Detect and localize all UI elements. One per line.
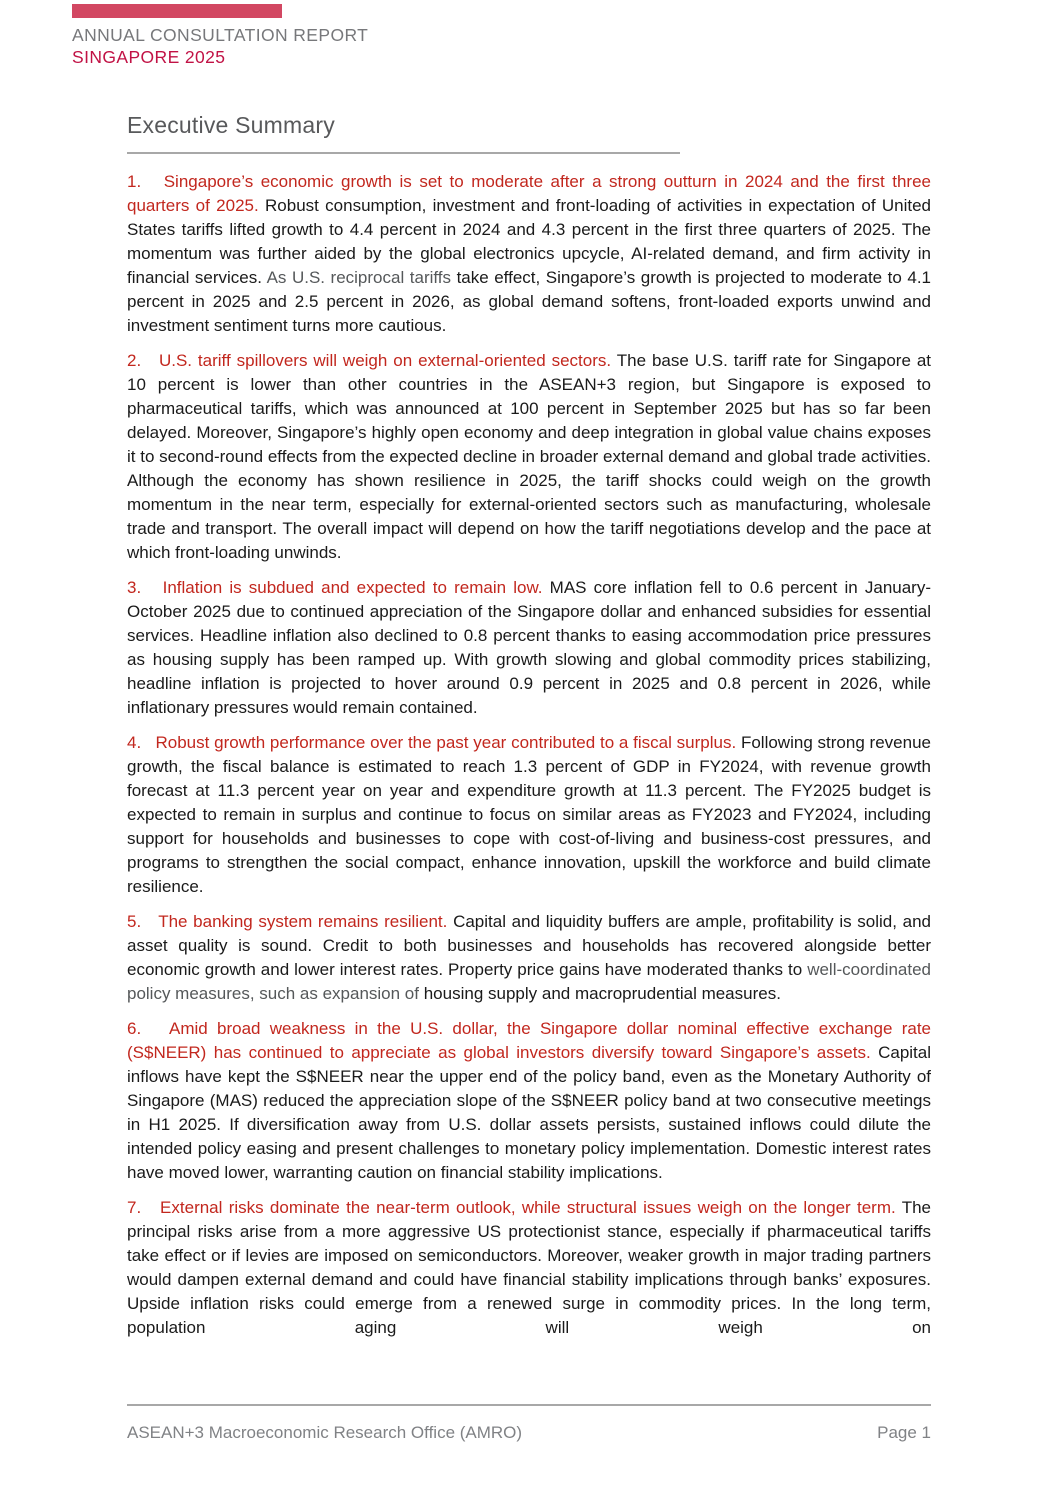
paragraph [127, 731, 931, 899]
header-accent-bar [72, 4, 282, 18]
paragraph [127, 349, 931, 565]
paragraph-body-text: The base U.S. tariff rate for Singapore at 10 percent is lower than other countries in the ASEAN+3 region, but Singapore is exposed to pharmaceutical tariffs, which was announced at 100 percent in September 2025 but has so far been delayed. Moreover, Singapore’s highly open economy and deep integration in global value chains exposes it to second-round effects from the expected decline in broader external demand and global trade activities. Although the economy has shown resilience in 2025, the tariff shocks could weigh on the growth momentum in the near term, especially for external-oriented sectors such as manufacturing, wholesale trade and transport. The overall impact will depend on how the tariff negotiations develop and the pace at which front-loading unwinds. [127, 351, 931, 562]
paragraph-body-text: Following strong revenue growth, the fiscal balance is estimated to reach 1.3 percent of GDP in FY2024, with revenue growth forecast at 11.3 percent year on year and expenditure growth at 11.3 percent. The FY2025 budget is expected to remain in surplus and continue to focus on similar areas as FY2023 and FY2024, including support for households and businesses to cope with cost-of-living and business-cost pressures, and programs to strengthen the social compact, enhance innovation, upskill the workforce and build climate resilience. [127, 733, 931, 896]
report-title-label: SINGAPORE 2025 [72, 47, 226, 67]
paragraph-body-text: Capital and liquidity buffers are ample, profitability is solid, and asset quality is sound. Credit to both businesses and households has recovered alongside better economic growth and lower interest rates. Property price gains have moderated thanks to [127, 912, 931, 979]
paragraph-lead-text: 6. Amid broad weakness in the U.S. dollar, the Singapore dollar nominal effective exchange rate (S$NEER) has continued to appreciate as global investors diversify toward Singapore’s assets. [127, 1019, 931, 1062]
paragraph-body-text: take effect, Singapore’s growth is projected to moderate to 4.1 percent in 2025 and 2.5 percent in 2026, as global demand softens, front-loaded exports unwind and investment sentiment turns more cautious. [127, 268, 931, 335]
paragraph [127, 1017, 931, 1185]
footer-page-number: Page 1 [877, 1423, 931, 1442]
paragraph-body-text: The principal risks arise from a more aggressive US protectionist stance, especially if pharmaceutical tariffs take effect or if levies are imposed on semiconductors. Moreover, weaker growth in major trading partners would dampen external demand and could have financial stability implications through banks’ exposures. Upside inflation risks could emerge from a renewed surge in commodity prices. In the long term, population aging will weigh on [127, 1198, 931, 1337]
paragraph-lead-text: 3. Inflation is subdued and expected to remain low. [127, 578, 543, 597]
report-type-label: ANNUAL CONSULTATION REPORT [72, 25, 369, 45]
paragraph-lead-text: 5. The banking system remains resilient. [127, 912, 448, 931]
paragraphs [127, 170, 931, 1340]
title-divider [127, 152, 680, 154]
paragraph-lead-text: 4. Robust growth performance over the past year contributed to a fiscal surplus. [127, 733, 737, 752]
page-title: Executive Summary [127, 112, 335, 138]
paragraph-lead-text: 7. External risks dominate the near-term outlook, while structural issues weigh on the longer term. [127, 1198, 896, 1217]
paragraph [127, 910, 931, 1006]
paragraph [127, 1196, 931, 1340]
paragraph-lead-text: 1. Singapore’s economic growth is set to moderate after a strong outturn in 2024 and the first three quarters of 2025. [127, 172, 931, 215]
paragraph-body-text: housing supply and macroprudential measures. [419, 984, 781, 1003]
footer-organization: ASEAN+3 Macroeconomic Research Office (AMRO) [127, 1423, 523, 1442]
paragraph-body-text: Capital inflows have kept the S$NEER near the upper end of the policy band, even as the Monetary Authority of Singapore (MAS) reduced the appreciation slope of the S$NEER policy band at two consecutive meetings in H1 2025. If diversification away from U.S. dollar assets persists, sustained inflows could dilute the intended policy easing and present challenges to monetary policy implementation. Domestic interest rates have moved lower, warranting caution on financial stability implications. [127, 1043, 932, 1182]
paragraph [127, 576, 931, 720]
document-body [127, 112, 931, 1351]
paragraph-lead-text: 2. U.S. tariff spillovers will weigh on external-oriented sectors. [127, 351, 612, 370]
paragraph-muted-text: well-coordinated policy measures, such as expansion of [127, 960, 931, 1003]
paragraph [127, 170, 931, 338]
paragraph-body-text: Robust consumption, investment and front-loading of activities in expectation of United States tariffs lifted growth to 4.4 percent in 2024 and 4.3 percent in the first three quarters of 2025. The momentum was further aided by the global electronics upcycle, AI-related demand, and firm activity in financial services. [127, 196, 931, 287]
paragraph-muted-text: As U.S. reciprocal tariffs [266, 268, 452, 287]
paragraph-body-text: MAS core inflation fell to 0.6 percent in January-October 2025 due to continued appreciation of the Singapore dollar and enhanced subsidies for essential services. Headline inflation also declined to 0.8 percent thanks to easing accommodation price pressures as housing supply has been ramped up. With growth slowing and global commodity prices stabilizing, headline inflation is projected to hover around 0.9 percent in 2025 and 0.8 percent in 2026, while inflationary pressures would remain contained. [127, 578, 932, 717]
page-footer [127, 1404, 931, 1443]
